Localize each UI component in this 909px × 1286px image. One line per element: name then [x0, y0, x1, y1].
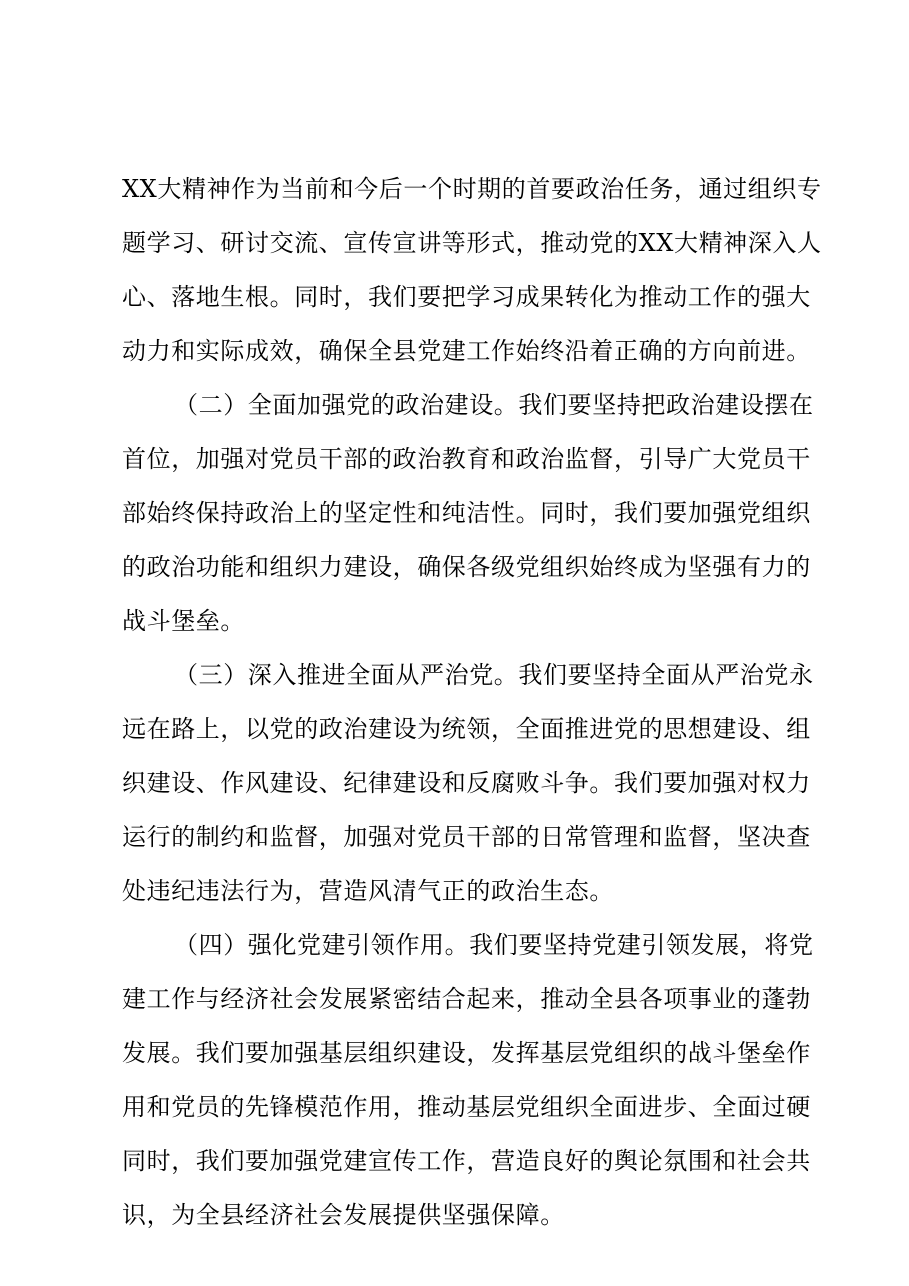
- text-line: 用和党员的先锋模范作用，推动基层党组织全面进步、全面过硬: [122, 1093, 811, 1121]
- text-line: 动力和实际成效，确保全县党建工作始终沿着正确的方向前进。: [122, 337, 811, 365]
- document-body: [122, 162, 822, 1242]
- text-line: 的政治功能和组织力建设，确保各级党组织始终成为坚强有力的: [122, 553, 811, 581]
- text-line: 远在路上，以党的政治建设为统领，全面推进党的思想建设、组: [122, 715, 811, 743]
- text-line: 战斗堡垒。: [122, 607, 245, 635]
- text-line: XX大精神作为当前和今后一个时期的首要政治任务，通过组织专: [122, 175, 822, 203]
- text-line: 处违纪违法行为，营造风清气正的政治生态。: [122, 877, 614, 905]
- text-line: 题学习、研讨交流、宣传宣讲等形式，推动党的XX大精神深入人: [122, 229, 822, 257]
- text-line: 部始终保持政治上的坚定性和纯洁性。同时，我们要加强党组织: [122, 499, 811, 527]
- text-line: 运行的制约和监督，加强对党员干部的日常管理和监督，坚决查: [122, 823, 811, 851]
- section-heading-line: （三）深入推进全面从严治党。我们要坚持全面从严治党永: [174, 661, 814, 689]
- section-heading-line: （四）强化党建引领作用。我们要坚持党建引领发展，将党: [174, 931, 814, 959]
- text-line: 同时，我们要加强党建宣传工作，营造良好的舆论氛围和社会共: [122, 1147, 811, 1175]
- section-heading-line: （二）全面加强党的政治建设。我们要坚持把政治建设摆在: [174, 391, 814, 419]
- text-line: 织建设、作风建设、纪律建设和反腐败斗争。我们要加强对权力: [122, 769, 811, 797]
- text-line: 建工作与经济社会发展紧密结合起来，推动全县各项事业的蓬勃: [122, 985, 811, 1013]
- text-line: 发展。我们要加强基层组织建设，发挥基层党组织的战斗堡垒作: [122, 1039, 811, 1067]
- text-line: 识，为全县经济社会发展提供坚强保障。: [122, 1201, 565, 1229]
- text-line: 首位，加强对党员干部的政治教育和政治监督，引导广大党员干: [122, 445, 811, 473]
- text-line: 心、落地生根。同时，我们要把学习成果转化为推动工作的强大: [122, 283, 811, 311]
